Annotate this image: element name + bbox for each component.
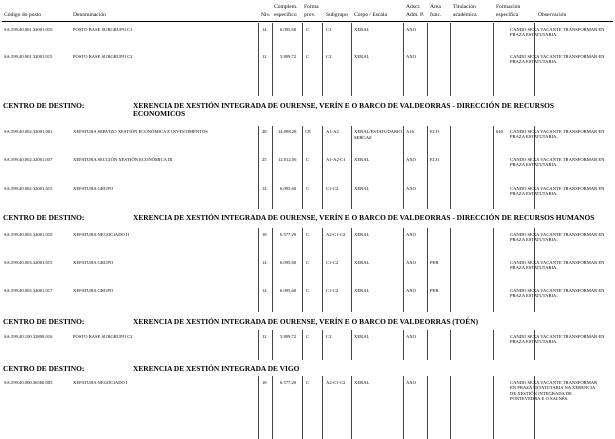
cell-forma: C [306,380,310,385]
column-divider [450,23,451,96]
cell-observacion: CANDO SEXA VACANTE TRANSFORMAR EN PRAZA ESTATUTARIA. [510,334,605,345]
cell-observacion: CANDO SEXA VACANTE TRANSFORMAR EN PRAZA ESTATUTARIA. [510,232,605,243]
column-divider [322,376,323,439]
cell-observacion: CANDO SEXA VACANTE TRANSFORMAR EN PRAZA ESTATUTARIA. [510,260,605,271]
column-divider [272,126,273,209]
header-adm-p: Adm. P. [406,12,424,18]
column-divider [493,23,494,96]
cell-niv: 14 [262,27,267,32]
cell-codigo: SA.599.40.000.36560.005 [4,380,53,385]
column-divider [272,228,273,312]
centro-destino-label: CENTRO DE DESTINO: [3,364,85,373]
cell-corpo: XERAL [354,380,370,385]
cell-area: ECO [430,129,440,134]
centro-destino-value: XERENCIA DE XESTIÓN INTEGRADA DE OURENSE, VERÍN E O BARCO DE VALDEORRAS - DIRECCIÓN DE RECURSOS HUMANOS [133,213,595,222]
cell-niv: 14 [262,288,267,293]
cell-codigo: SA.599.40.001.32001.015 [4,54,53,59]
cell-corpo: XERAL [354,260,370,265]
cell-codigo: SA.599.40.002.32001.001 [4,129,53,134]
cell-area: PER [430,288,439,293]
cell-adscr: AXO [406,260,416,265]
cell-observacion: CANDO SEXA VACANTE TRANSFORMAR EN PRAZA ESTATUTARIA. [510,54,605,65]
cell-corpo: XERAL [354,288,370,293]
column-divider [427,126,428,209]
cell-complem: 5.809,72 [280,54,297,59]
cell-codigo: SA.599.40.003.32001.017 [4,288,53,293]
cell-complem: 6.577,20 [280,380,297,385]
cell-observacion: CANDO SEXA VACANTE TRANSFORMAR EN PRAZA ESTATUTARIA. [510,186,605,197]
column-divider [450,330,451,360]
cell-denominacion: XEFATURA NEGOCIADO II [73,232,130,237]
cell-niv: 18 [262,380,267,385]
column-divider [272,23,273,96]
column-divider [493,376,494,439]
column-divider [403,228,404,312]
column-divider [302,23,303,96]
cell-subgrupo: C1 [326,27,332,32]
cell-denominacion: XEFATURA GRUPO [73,186,114,191]
cell-adscr: AXO [406,232,416,237]
cell-observacion: CANDO SEXA VACANTE TRANSFORMAR EN PRAZA ESTATUTARIA. [510,27,605,38]
cell-niv: 18 [262,232,267,237]
column-divider [351,23,352,96]
cell-observacion: CANDO SEXA VACANTE TRANSFORMAR EN PRAZA ESTATUTARIA. [510,129,605,140]
cell-subgrupo: C1-C2 [326,260,339,265]
cell-forma: C [306,54,310,59]
column-divider [322,228,323,312]
header-corpo: Corpo / Escala [354,12,387,18]
cell-complem: 6.095,60 [280,27,297,32]
cell-complem: 5.809,72 [280,334,297,339]
header-rule [2,21,613,22]
cell-subgrupo: C1-C2 [326,186,339,191]
cell-forma: C [306,186,310,191]
cell-codigo: SA.599.40.001.32001.010 [4,27,53,32]
cell-corpo: XERAL [354,334,370,339]
cell-area: ECO [430,157,440,162]
header-adscr: Adscr. [406,4,421,10]
column-divider [403,376,404,439]
column-divider [351,376,352,439]
cell-forma: CE [305,129,311,134]
column-divider [427,228,428,312]
column-divider [322,23,323,96]
header-academica: académica [453,12,477,18]
cell-denominacion: XEFATURA SECCIÓN XESTIÓN ECONÓMICA III [73,157,173,162]
centro-destino-label: CENTRO DE DESTINO: [3,213,85,222]
cell-adscr: A16 [406,129,414,134]
cell-subgrupo: A2-C1-C2 [326,380,346,385]
cell-denominacion: XEFATURA GRUPO [73,288,114,293]
cell-denominacion: XEFATURA SERVIZO XESTIÓN ECONÓMICA E INVESTIMENTOS [73,129,208,134]
header-codigo: Código do posto [4,12,41,18]
header-titulacion: Titulación [453,4,476,10]
column-divider [322,330,323,360]
cell-codigo: SA.599.40.002.32001.015 [4,186,53,191]
column-divider [493,330,494,360]
cell-corpo: XERAL [354,232,370,237]
column-divider [427,23,428,96]
column-divider [351,330,352,360]
cell-complem: 12.012,56 [278,157,297,162]
column-divider [258,330,259,360]
cell-observacion: CANDO SEXA VACANTE TRANSFORMAR EN PRAZA ESTATUTARIA. [510,157,605,168]
cell-corpo: XERAL [354,186,370,191]
column-divider [302,126,303,209]
cell-subgrupo: A1-A2-C1 [326,157,346,162]
cell-adscr: AXO [406,288,416,293]
cell-forma: C [306,232,310,237]
cell-forma: C [306,260,310,265]
header-func: func. [430,12,442,18]
cell-subgrupo: A1-A2 [326,129,339,134]
centro-destino-value: XERENCIA DE XESTIÓN INTEGRADA DE OURENSE, VERÍN E O BARCO DE VALDEORRAS - DIRECCIÓN DE RECURSOS ECONOMICOS [133,101,554,118]
header-observacion: Observación [538,12,567,18]
cell-subgrupo: C1-C2 [326,288,339,293]
column-divider [258,228,259,312]
column-divider [450,376,451,439]
cell-subgrupo: C2 [326,334,332,339]
cell-corpo: XERAL [354,27,370,32]
cell-niv: 12 [262,54,267,59]
centro-destino-label: CENTRO DE DESTINO: [3,317,85,326]
cell-codigo: SA.599.40.003.32001.010 [4,232,53,237]
column-divider [493,126,494,209]
cell-complem: 6.577,20 [280,232,297,237]
header-subgrupo: Subgrupo [326,12,348,18]
cell-denominacion: POSTO BASE SUBGRUPO C2 [73,334,133,339]
header-niv: Niv. [261,12,271,18]
cell-codigo: SA.599.40.003.32001.015 [4,260,53,265]
column-divider [302,330,303,360]
column-divider [272,330,273,360]
cell-forma: C [306,288,310,293]
cell-niv: 14 [262,260,267,265]
cell-denominacion: XEFATURA GRUPO [73,260,114,265]
column-divider [450,126,451,209]
cell-area: PER [430,260,439,265]
cell-observacion: CANDO SEXA VACANTE TRANSFORMAR EN PRAZA ESTATUTARIA. [510,288,605,299]
column-divider [403,23,404,96]
column-divider [322,126,323,209]
cell-denominacion: POSTO BASE SUBGRUPO C1 [73,27,133,32]
column-divider [272,376,273,439]
centro-destino-value: XERENCIA DE XESTIÓN INTEGRADA DE OURENSE, VERÍN E O BARCO DE VALDEORRAS (TOÉN) [133,317,479,326]
cell-adscr: AXO [406,54,416,59]
cell-niv: 14 [262,186,267,191]
cell-niv: 25 [262,157,267,162]
cell-subgrupo: C2 [326,54,332,59]
cell-denominacion: XEFATURA NEGOCIADO I [73,380,128,385]
header-prov: prov. [304,12,316,18]
header-area: Área [430,4,441,10]
cell-complem: 6.095,60 [280,288,297,293]
column-divider [258,126,259,209]
cell-subgrupo: A2-C1-C2 [326,232,346,237]
cell-adscr: AXO [406,157,416,162]
centro-destino-value: XERENCIA DE XESTIÓN INTEGRADA DE VIGO [133,364,300,373]
column-divider [302,228,303,312]
cell-forma: C [306,157,310,162]
cell-corpo: XERAL [354,54,370,59]
column-divider [427,330,428,360]
cell-complem: 14.098,28 [278,129,297,134]
cell-observacion: CANDO SEXA VACANTE TRANSFORMAR EN PRAZA ESTATUTARIA NA XERENCIA DE XESTIÓN INTEGRADA DE PONTEVEDRA E O SALNÉS. [510,380,598,402]
cell-complem: 6.095,60 [280,186,297,191]
column-divider [403,126,404,209]
header-complem: Complem. [274,4,298,10]
cell-corpo: XERAL [354,157,370,162]
header-forma: Forma [304,4,319,10]
column-divider [258,376,259,439]
cell-niv: 28 [262,129,267,134]
cell-complem: 6.095,60 [280,260,297,265]
column-divider [450,228,451,312]
column-divider [493,228,494,312]
cell-adscr: AXO [406,380,416,385]
column-divider [258,23,259,96]
cell-forma: C [306,334,310,339]
cell-denominacion: POSTO BASE SUBGRUPO C2 [73,54,133,59]
centro-destino-label: CENTRO DE DESTINO: [3,101,85,110]
cell-adscr: AXO [406,27,416,32]
column-divider [302,376,303,439]
column-divider [351,228,352,312]
cell-adscr: AXO [406,334,416,339]
header-especifico: específico [274,12,297,18]
column-divider [403,330,404,360]
header-especifica: específica [496,12,519,18]
table-header [0,0,615,22]
cell-adscr: AXO [406,186,416,191]
header-formacion: Formación [496,4,521,10]
cell-niv: 12 [262,334,267,339]
cell-codigo: SA.599.40.100.32800.016 [4,334,53,339]
cell-corpo: XERAL/ESTATUDARIO SERGAS [354,129,402,140]
column-divider [427,376,428,439]
column-divider [351,126,352,209]
cell-formacion: 640 [496,129,503,134]
cell-forma: C [306,27,310,32]
cell-codigo: SA.599.40.002.32001.037 [4,157,53,162]
header-denominacion: Denominación [73,12,106,18]
